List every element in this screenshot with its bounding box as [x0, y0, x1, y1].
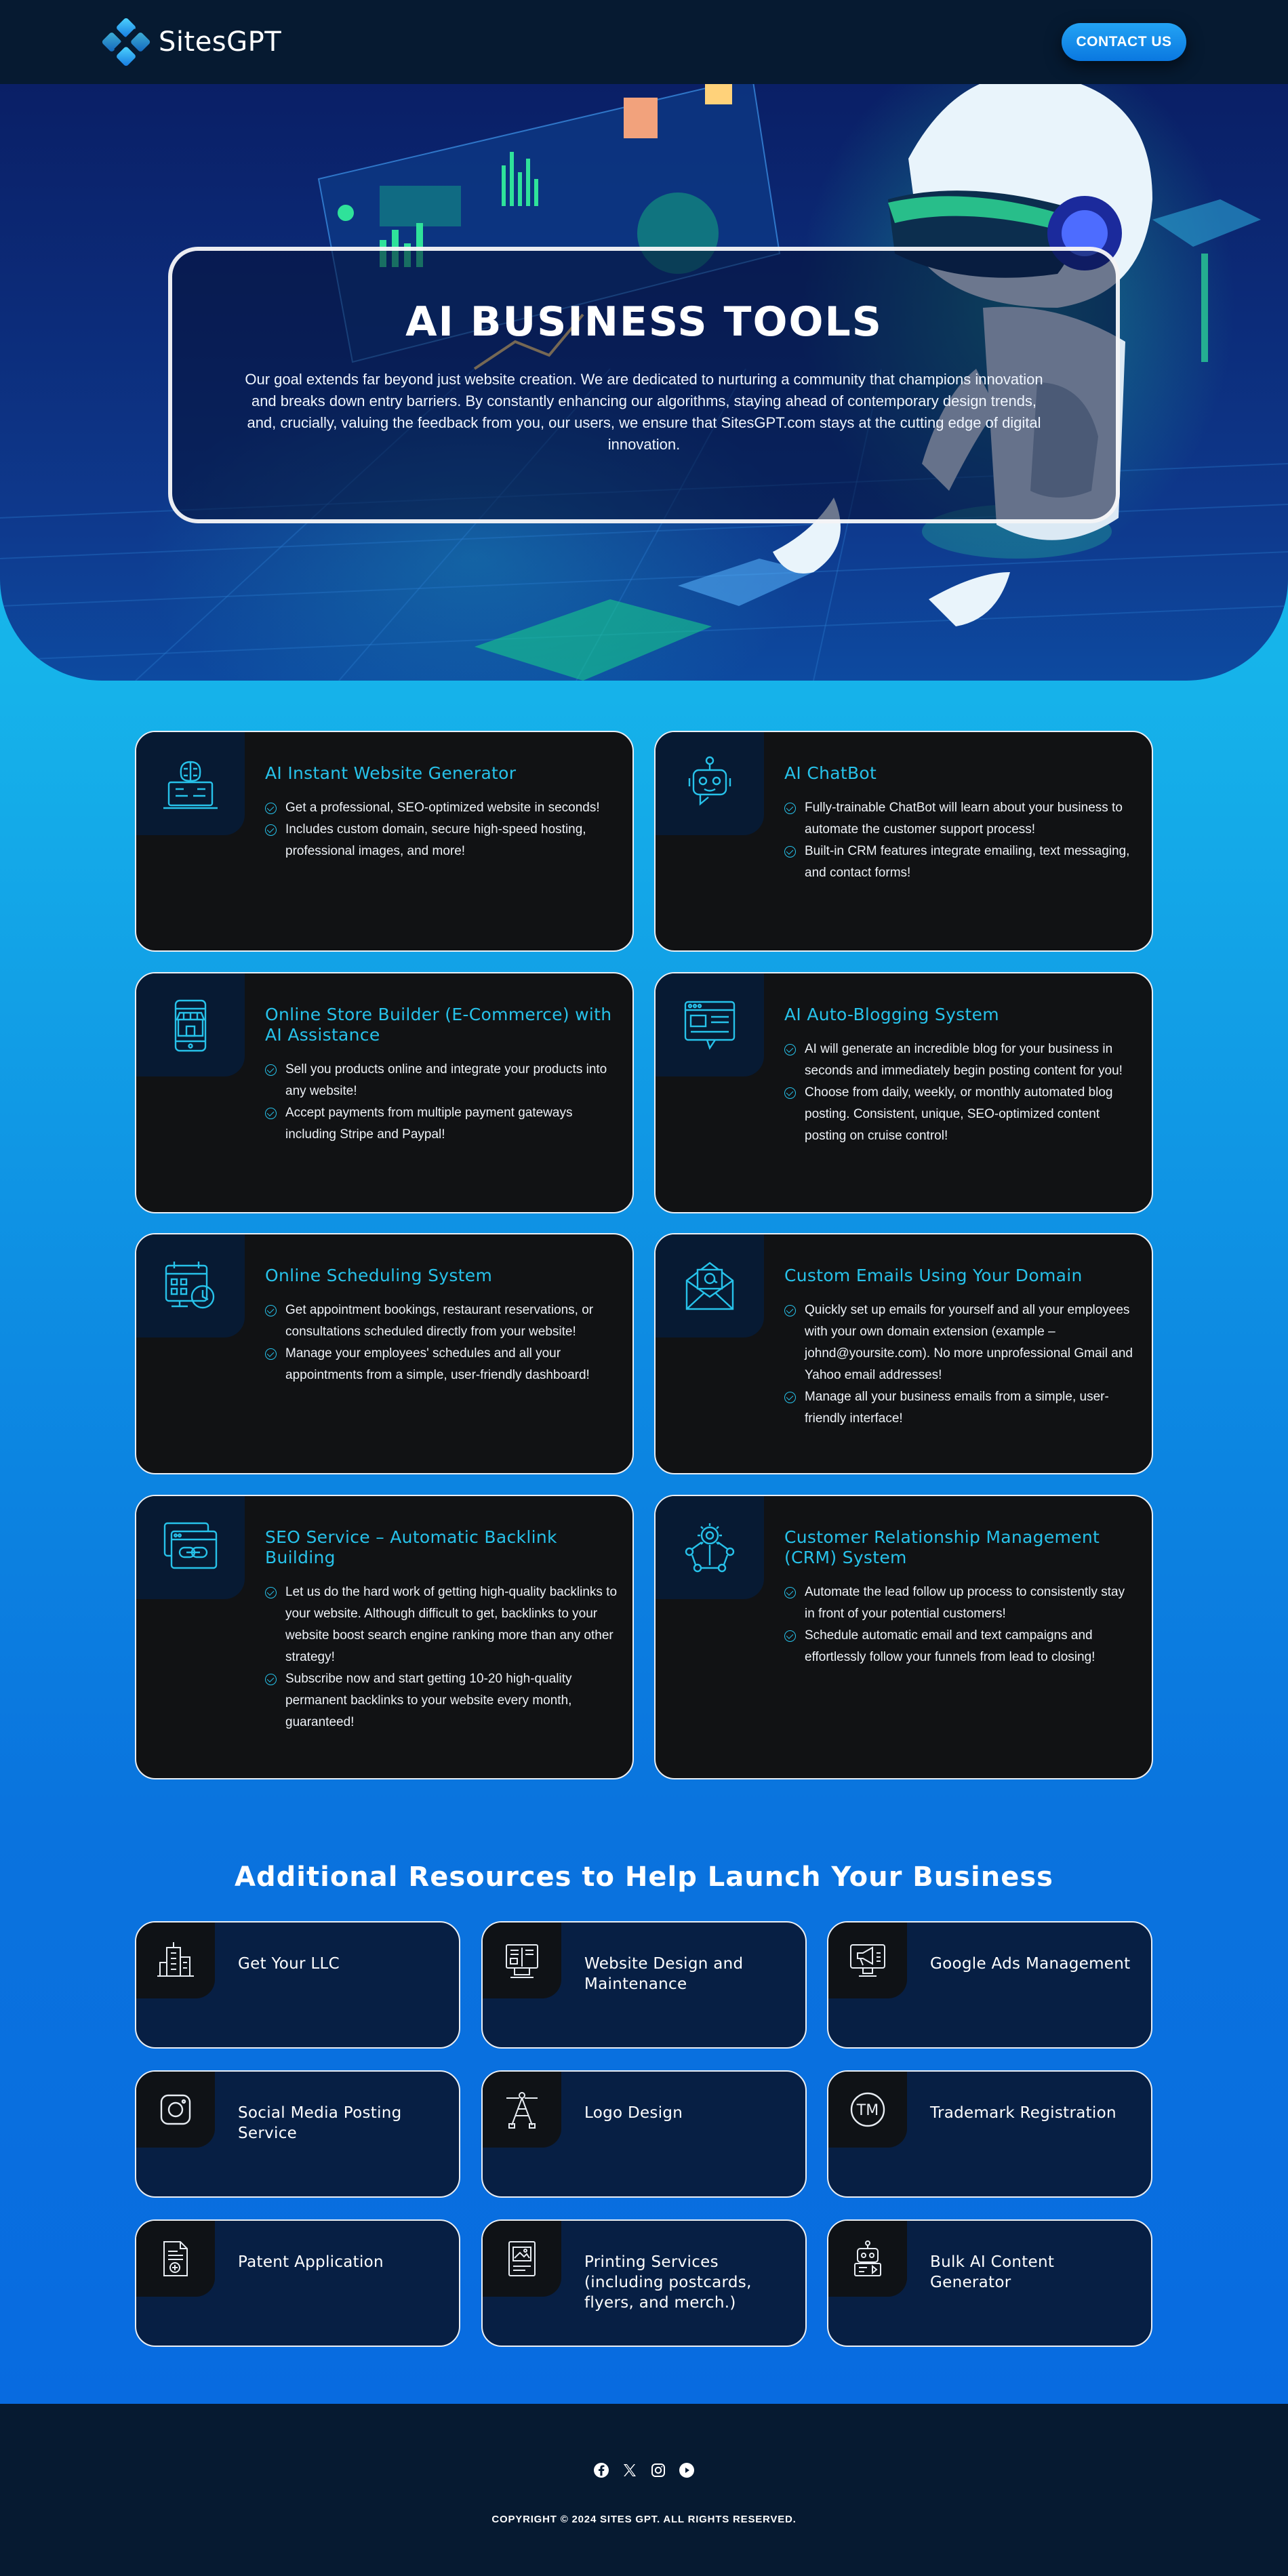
resource-label: Get Your LLC: [238, 1955, 340, 1973]
feature-card: [135, 1495, 634, 1779]
brand-name: SitesGPT: [159, 26, 282, 58]
feature-bullet: Fully-trainable ChatBot will learn about your business to automate the customer support process!: [784, 797, 1137, 841]
feature-bullet: Manage all your business emails from a simple, user-friendly interface!: [784, 1386, 1137, 1430]
feature-title: AI ChatBot: [784, 763, 877, 783]
resource-label: Printing Services (including postcards, flyers, and merch.): [584, 2253, 752, 2312]
resource-card-llc[interactable]: [135, 1921, 460, 2049]
patent-document-icon: [155, 2238, 197, 2280]
resource-label: Google Ads Management: [930, 1955, 1131, 1973]
ai-brain-laptop-icon: [161, 754, 220, 813]
robot-content-icon: [847, 2238, 889, 2280]
copyright-text: COPYRIGHT © 2024 SITES GPT. ALL RIGHTS RESERVED.: [491, 2514, 797, 2525]
check-circle-icon: [784, 803, 796, 814]
feature-bullet: Get a professional, SEO-optimized website in seconds!: [265, 797, 618, 819]
feature-card: [135, 731, 634, 952]
resource-card-google-ads[interactable]: [827, 1921, 1152, 2049]
brand-logo[interactable]: [102, 18, 281, 66]
feature-bullet: Sell you products online and integrate your products into any website!: [265, 1059, 618, 1102]
resources-title: Additional Resources to Help Launch Your Business: [235, 1861, 1053, 1893]
feature-card: [135, 1233, 634, 1474]
check-circle-icon: [265, 1587, 277, 1598]
site-footer: [0, 2404, 1288, 2576]
feature-card: [654, 1233, 1153, 1474]
calendar-schedule-icon: [161, 1256, 220, 1316]
megaphone-ads-icon: [847, 1939, 889, 1981]
check-circle-icon: [784, 1044, 796, 1055]
feature-bullet: Get appointment bookings, restaurant reservations, or consultations scheduled directly from your website!: [265, 1300, 618, 1343]
site-header: [0, 0, 1288, 84]
sitesgpt-logo-icon: [102, 18, 150, 66]
feature-bullet: Quickly set up emails for yourself and all your employees with your own domain extension (example – johnd@yoursite.com). No more unprofessional Gmail and Yahoo email addresses!: [784, 1300, 1137, 1386]
resource-card-trademark[interactable]: [827, 2070, 1152, 2198]
check-circle-icon: [265, 824, 277, 836]
check-circle-icon: [265, 1348, 277, 1360]
resource-label: Social Media Posting Service: [238, 2104, 402, 2142]
svg-text:TM: TM: [856, 2102, 879, 2119]
x-icon[interactable]: [622, 2462, 638, 2478]
resource-card-website-design[interactable]: [481, 1921, 807, 2049]
feature-bullet: Choose from daily, weekly, or monthly automated blog posting. Consistent, unique, SEO-optimized content posting on cruise control!: [784, 1082, 1137, 1147]
resource-label: Website Design and Maintenance: [584, 1955, 744, 1993]
resource-label: Trademark Registration: [930, 2104, 1116, 2122]
feature-bullet: Manage your employees' schedules and all your appointments from a simple, user-friendly dashboard!: [265, 1343, 618, 1386]
feature-card: [654, 731, 1153, 952]
hero-panel: [168, 247, 1120, 523]
crm-network-gear-icon: [680, 1518, 740, 1577]
building-icon: [155, 1939, 197, 1981]
check-circle-icon: [265, 1305, 277, 1316]
check-circle-icon: [784, 1587, 796, 1598]
youtube-icon[interactable]: [679, 2462, 695, 2478]
social-links: [0, 2462, 1288, 2478]
check-circle-icon: [265, 1674, 277, 1685]
feature-title: Customer Relationship Management (CRM) System: [784, 1527, 1100, 1567]
feature-bullet: Accept payments from multiple payment gateways including Stripe and Paypal!: [265, 1102, 618, 1146]
hero-section: [0, 84, 1288, 681]
resource-card-ai-content[interactable]: [827, 2219, 1152, 2347]
check-circle-icon: [784, 846, 796, 858]
feature-title: Custom Emails Using Your Domain: [784, 1266, 1083, 1285]
robot-chatbot-icon: [680, 754, 740, 813]
resource-label: Bulk AI Content Generator: [930, 2253, 1055, 2291]
feature-card: [654, 972, 1153, 1213]
feature-bullet: Includes custom domain, secure high-speed hosting, professional images, and more!: [265, 819, 618, 862]
pen-tool-icon: [501, 2089, 543, 2131]
resource-label: Patent Application: [238, 2253, 384, 2271]
feature-bullet: Automate the lead follow up process to consistently stay in front of your potential customers!: [784, 1582, 1137, 1625]
feature-title: SEO Service – Automatic Backlink Building: [265, 1527, 557, 1567]
print-document-icon: [501, 2238, 543, 2280]
check-circle-icon: [265, 1108, 277, 1119]
hero-description: Our goal extends far beyond just website creation. We are dedicated to nurturing a community that champions innovation and breaks down entry barriers. By constantly enhancing our algorithms, staying ahead of contemporary design trends, and, crucially, valuing the feedback from you, our users, we ensure that SitesGPT.com stays at the cutting edge of digital innovation.: [245, 371, 1043, 453]
check-circle-icon: [784, 1305, 796, 1316]
check-circle-icon: [784, 1392, 796, 1403]
feature-bullet: Subscribe now and start getting 10-20 high-quality permanent backlinks to your website every month, guaranteed!: [265, 1668, 618, 1733]
check-circle-icon: [265, 803, 277, 814]
blog-window-icon: [680, 995, 740, 1055]
feature-card: [135, 972, 634, 1213]
feature-title: Online Scheduling System: [265, 1266, 493, 1285]
contact-us-button[interactable]: CONTACT US: [1062, 23, 1186, 61]
design-book-icon: [501, 1939, 543, 1981]
email-envelope-icon: [680, 1256, 740, 1316]
mobile-store-icon: [161, 995, 220, 1055]
resource-card-printing[interactable]: [481, 2219, 807, 2347]
feature-title: Online Store Builder (E-Commerce) with AI Assistance: [265, 1005, 612, 1045]
check-circle-icon: [265, 1064, 277, 1076]
hero-title: AI BUSINESS TOOLS: [405, 298, 883, 346]
resource-card-social-media[interactable]: [135, 2070, 460, 2198]
feature-title: AI Instant Website Generator: [265, 763, 517, 783]
feature-title: AI Auto-Blogging System: [784, 1005, 999, 1024]
feature-bullet: Schedule automatic email and text campaigns and effortlessly follow your funnels from lead to closing!: [784, 1625, 1137, 1668]
feature-bullet: Let us do the hard work of getting high-quality backlinks to your website. Although difficult to get, backlinks to your website boost search engine ranking more than any other strategy!: [265, 1582, 618, 1668]
resource-card-patent[interactable]: [135, 2219, 460, 2347]
feature-bullet: Built-in CRM features integrate emailing, text messaging, and contact forms!: [784, 841, 1137, 884]
resource-label: Logo Design: [584, 2104, 683, 2122]
check-circle-icon: [784, 1630, 796, 1642]
instagram-icon[interactable]: [650, 2462, 666, 2478]
feature-bullet: AI will generate an incredible blog for your business in seconds and immediately begin posting content for you!: [784, 1039, 1137, 1082]
feature-card: [654, 1495, 1153, 1779]
seo-backlink-icon: [161, 1518, 220, 1577]
trademark-icon: [847, 2089, 889, 2131]
camera-social-icon: [155, 2089, 197, 2131]
resource-card-logo-design[interactable]: [481, 2070, 807, 2198]
check-circle-icon: [784, 1087, 796, 1099]
facebook-icon[interactable]: [593, 2462, 609, 2478]
